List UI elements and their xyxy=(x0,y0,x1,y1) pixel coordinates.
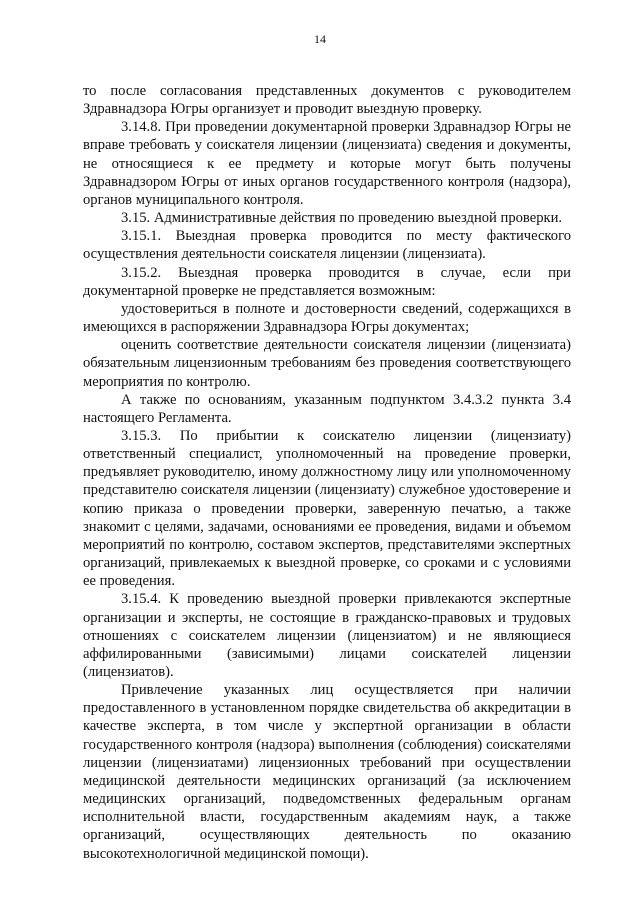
document-body xyxy=(83,82,571,863)
paragraph-3-15-1: 3.15.1. Выездная проверка проводится по месту фактического осуществления деятельности соискателя лицензии (лицензиата). xyxy=(83,228,571,263)
paragraph-continuation: то после согласования представленных документов с руководителем Здравнадзора Югры организует и проводит выездную проверку. xyxy=(83,83,571,118)
paragraph-3-15-3: 3.15.3. По прибытии к соискателю лицензии (лицензиату) ответственный специалист, уполномоченный на проведение проверки, предъявляет руководителю, иному должностному лицу или уполномоченному представителю соискателя лицензии (лицензиату) служебное удостоверение и копию приказа о проведении проверки, заверенную печатью, а также знакомит с целями, задачами, основаниями ее проведения, видами и объемом мероприятий по контролю, составом экспертов, представителями экспертных организаций, привлекаемых к выездной проверке, со сроками и с условиями ее проведения. xyxy=(83,427,571,590)
paragraph-assess-compliance: оценить соответствие деятельности соискателя лицензии (лицензиата) обязательным лицензионным требованиям без проведения соответствующего мероприятия по контролю. xyxy=(83,337,571,390)
paragraph-experts-involvement: Привлечение указанных лиц осуществляется при наличии предоставленного в установленном порядке свидетельства об аккредитации в качестве эксперта, в том числе у экспертной организации в области государственного контроля (надзора) выполнения (соблюдения) соискателями лицензии (лицензиатами) лицензионных требований при осуществлении медицинской деятельности медицинских организаций (за исключением медицинских организаций, подведомственных федеральным органам исполнительной власти, государственным академиям наук, а также организаций, осуществляющих деятельность по оказанию высокотехнологичной медицинской помощи). xyxy=(83,682,571,862)
paragraph-3-15-4: 3.15.4. К проведению выездной проверки привлекаются экспертные организации и эксперты, не состоящие в гражданско-правовых и трудовых отношениях с соискателем лицензии (лицензиатом) и не являющиеся аффилированными (зависимыми) лицами соискателей лицензии (лицензиатов). xyxy=(83,591,571,680)
paragraph-verify-completeness: удостовериться в полноте и достоверности сведений, содержащихся в имеющихся в распоряжении Здравнадзора Югры документах; xyxy=(83,300,571,336)
paragraph-also-grounds: А также по основаниям, указанным подпунктом 3.4.3.2 пункта 3.4 настоящего Регламента. xyxy=(83,391,571,426)
paragraph-3-15-2: 3.15.2. Выездная проверка проводится в случае, если при документарной проверке не представляется возможным: xyxy=(83,264,571,299)
paragraph-3-14-8: 3.14.8. При проведении документарной проверки Здравнадзор Югры не вправе требовать у соискателя лицензии (лицензиата) сведения и документы, не относящиеся к ее предмету и которые могут быть получены Здравнадзором Югры от иных органов государственного контроля (надзора), органов муниципального контроля. xyxy=(83,119,571,208)
page-number: 14 xyxy=(314,32,326,46)
paragraph-3-15: 3.15. Административные действия по проведению выездной проверки. xyxy=(121,210,563,227)
